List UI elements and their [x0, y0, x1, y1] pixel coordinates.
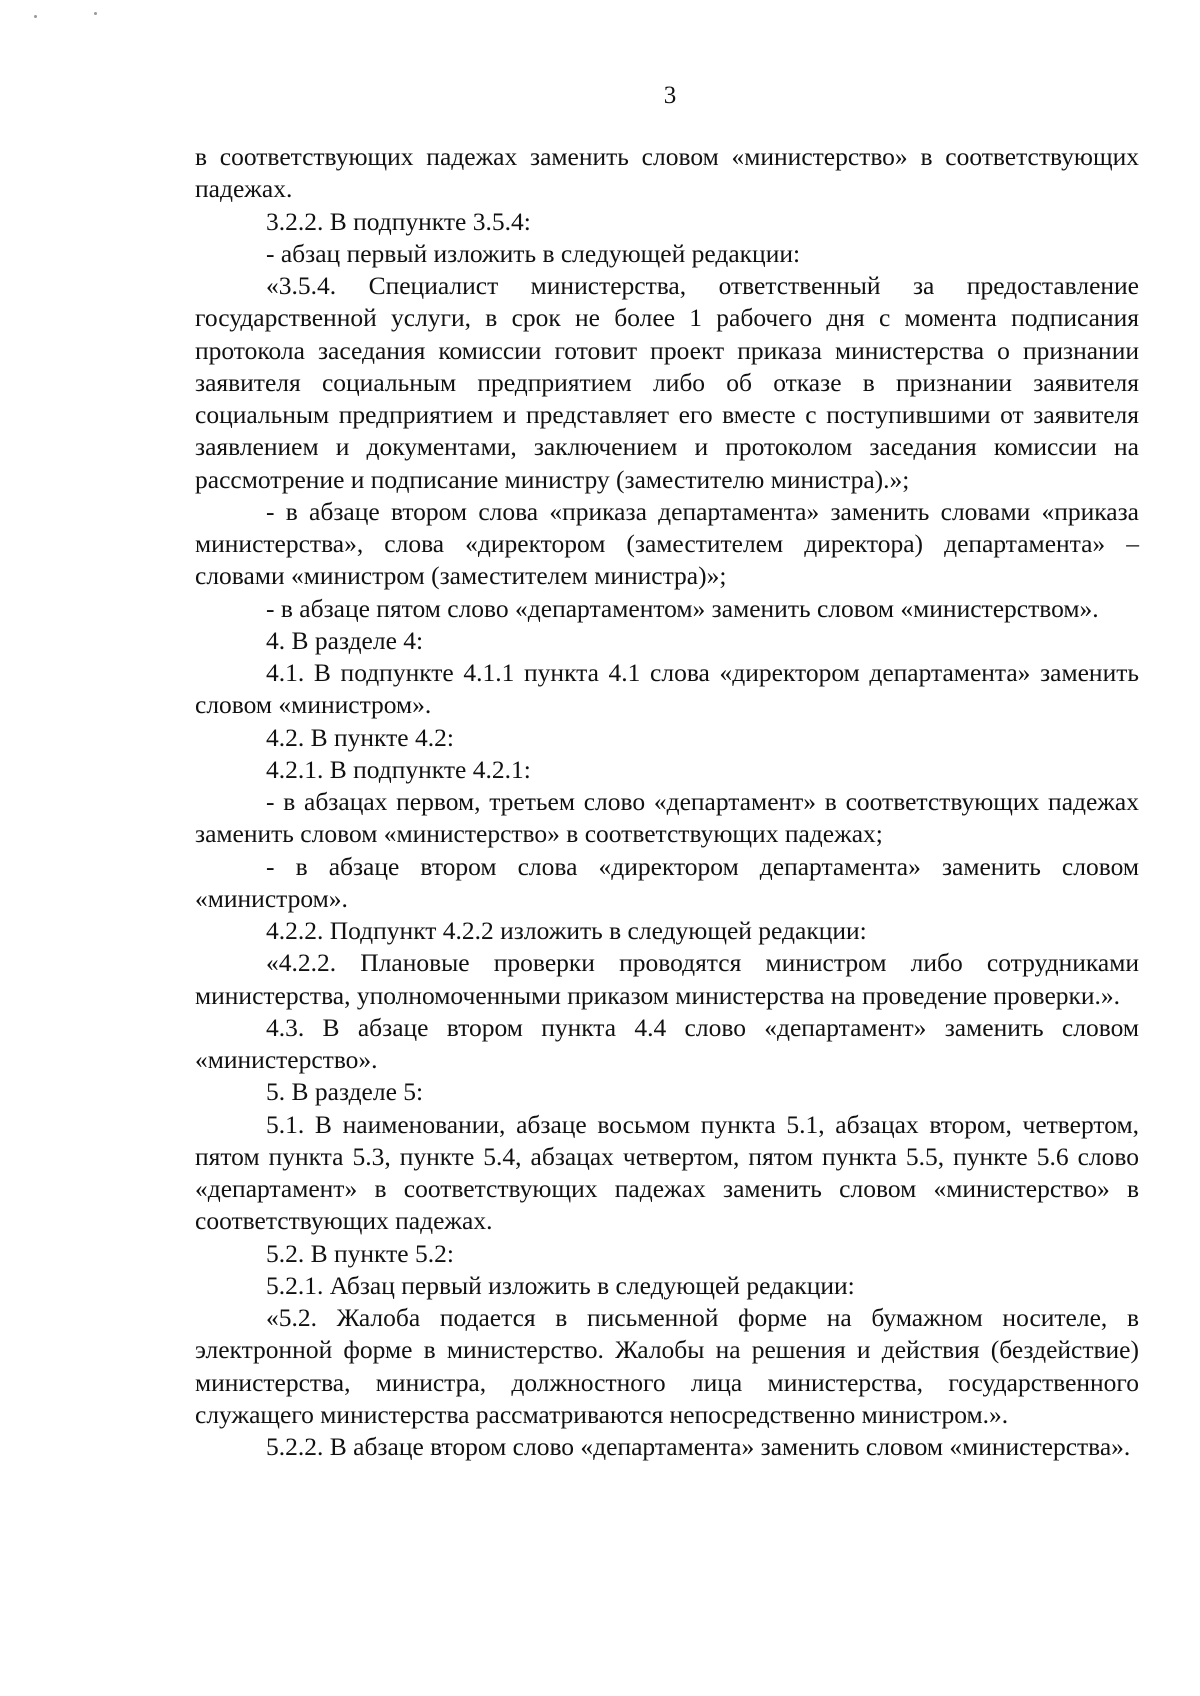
- paragraph: 4.2. В пункте 4.2:: [266, 722, 454, 752]
- page-number: 3: [663, 82, 677, 109]
- paragraph: 5.2. В пункте 5.2:: [266, 1238, 454, 1268]
- paragraph: 4.2.1. В подпункте 4.2.1:: [266, 754, 531, 784]
- paragraph: 4.2.2. Подпункт 4.2.2 изложить в следующей редакции:: [266, 916, 867, 945]
- paragraph: - в абзаце втором слова «директором департамента» заменить словом «министром».: [195, 851, 1139, 913]
- paragraph: в соответствующих падежах заменить словом «министерство» в соответствующих падежах.: [195, 142, 1139, 204]
- paragraph: 3.2.2. В подпункте 3.5.4:: [266, 206, 531, 236]
- scan-speck: [94, 12, 97, 15]
- paragraph: «5.2. Жалоба подается в письменной форме на бумажном носителе, в электронной форме в министерство. Жалобы на решения и действия (бездействие) министерства, министра, должностного лица министерства, государственного служащего министерства рассматриваются непосредственно министром.».: [195, 1303, 1139, 1429]
- paragraph: - абзац первый изложить в следующей редакции:: [266, 238, 801, 268]
- paragraph: - в абзаце втором слова «приказа департамента» заменить словами «приказа министерства», слова «директором (заместителем директора) департамента» – словами «министром (заместителем министра)»;: [195, 496, 1139, 591]
- paragraph: 5. В разделе 5:: [266, 1077, 424, 1107]
- scan-speck: [34, 15, 37, 18]
- document-body: [195, 141, 1139, 1463]
- paragraph: 4. В разделе 4:: [266, 625, 424, 655]
- paragraph: 5.2.2. В абзаце втором слово «департамента» заменить словом «министерства».: [266, 1432, 1131, 1461]
- paragraph: 5.1. В наименовании, абзаце восьмом пункта 5.1, абзацах втором, четвертом, пятом пункта 5.3, пункте 5.4, абзацах четвертом, пятом пункта 5.5, пункте 5.6 слово «департамент» в соответствующих падежах заменить словом «министерство» в соответствующих падежах.: [195, 1109, 1139, 1236]
- paragraph: 4.1. В подпункте 4.1.1 пункта 4.1 слова «директором департамента» заменить словом «министром».: [195, 658, 1139, 720]
- paragraph: 5.2.1. Абзац первый изложить в следующей редакции:: [266, 1270, 855, 1300]
- paragraph: - в абзаце пятом слово «департаментом» заменить словом «министерством».: [266, 593, 1099, 623]
- scan-specks: [34, 12, 114, 24]
- paragraph: «4.2.2. Плановые проверки проводятся министром либо сотрудниками министерства, уполномоченными приказом министерства на проведение проверки.».: [195, 948, 1139, 1010]
- paragraph: - в абзацах первом, третьем слово «департамент» в соответствующих падежах заменить словом «министерство» в соответствующих падежах;: [195, 787, 1139, 849]
- paragraph: «3.5.4. Специалист министерства, ответственный за предоставление государственной услуги, в срок не более 1 рабочего дня с момента подписания протокола заседания комиссии готовит проект приказа министерства о признании заявителя социальным предприятием либо об отказе в признании заявителя социальным предприятием и представляет его вместе с поступившими от заявителя заявлением и документами, заключением и протоколом заседания комиссии на рассмотрение и подписание министру (заместителю министра).»;: [195, 271, 1139, 494]
- paragraph: 4.3. В абзаце втором пункта 4.4 слово «департамент» заменить словом «министерство».: [195, 1012, 1139, 1074]
